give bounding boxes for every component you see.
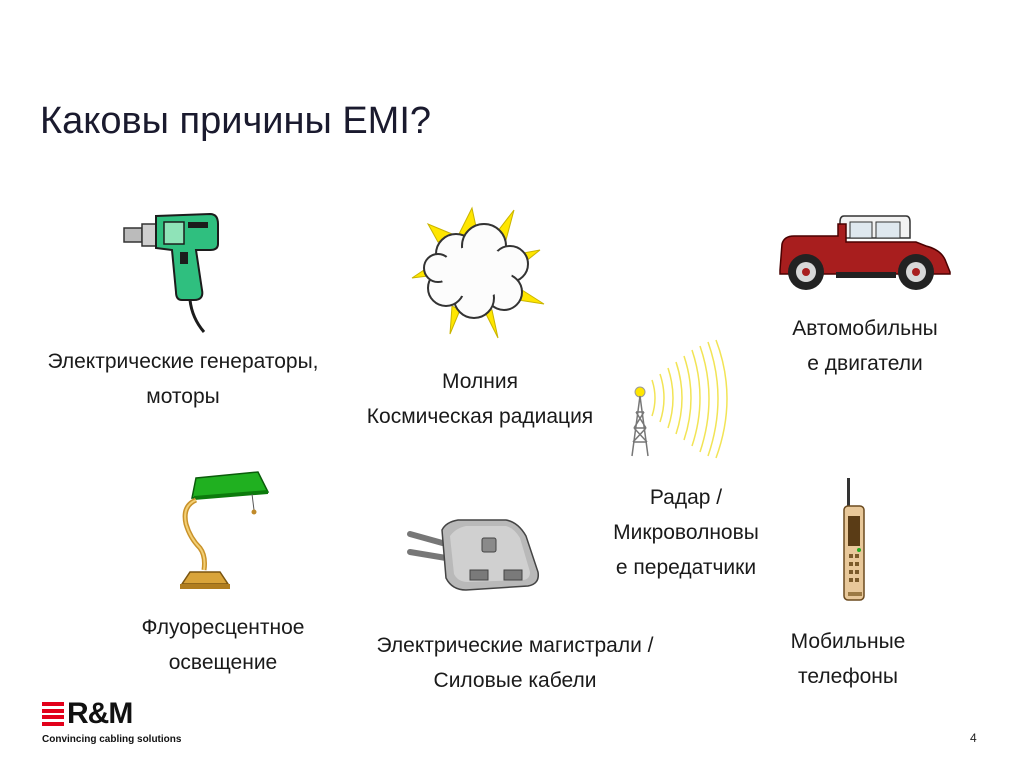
- radio-tower-icon: [620, 338, 750, 460]
- mobile-phone-icon: [838, 478, 872, 604]
- logo-tagline: Convincing cabling solutions: [42, 734, 182, 745]
- label-power: Электрические магистрали / Силовые кабели: [376, 634, 654, 692]
- logo-bars-icon: [42, 702, 64, 726]
- desk-lamp-icon: [176, 466, 276, 592]
- label-phones: Мобильные телефоны: [790, 630, 906, 688]
- logo-brand: R&M: [67, 697, 133, 730]
- label-car: Автомобильны е двигатели: [792, 317, 938, 375]
- label-lighting: Флуоресцентное освещение: [141, 616, 305, 674]
- power-plug-icon: [406, 516, 556, 596]
- label-lightning: Молния Космическая радиация: [366, 370, 594, 428]
- drill-icon: [118, 208, 228, 336]
- car-icon: [776, 212, 954, 292]
- company-logo: [42, 697, 182, 745]
- page-number: 4: [970, 731, 977, 745]
- label-radar: Радар / Микроволновы е передатчики: [613, 486, 759, 579]
- slide-title: Каковы причины EMI?: [40, 100, 432, 142]
- label-generators: Электрические генераторы, моторы: [47, 350, 319, 408]
- lightning-cloud-icon: [410, 206, 550, 344]
